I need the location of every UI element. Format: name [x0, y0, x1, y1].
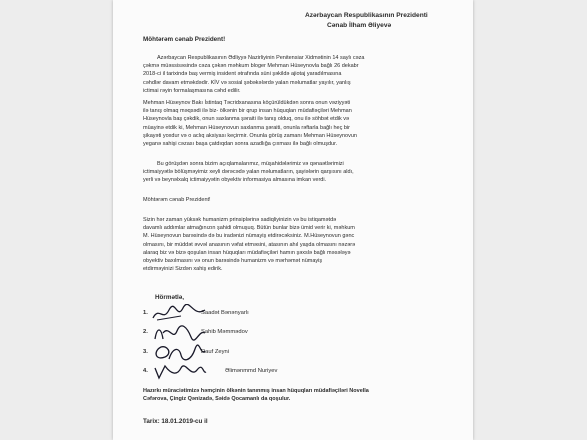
text-line: obyektiv baxılmasını və onun barəsində humanizm və mərhəmət nümayiş — [143, 258, 323, 265]
addressee-line-2: Cənab İlham Əliyevə — [327, 22, 392, 29]
text-line: Hazırkı müraciətimizə həmçinin ölkənin tanınmış insan hüquqları müdafiəçiləri Novella — [143, 388, 369, 394]
paragraph-1 — [143, 54, 455, 95]
handwritten-signature-4 — [151, 362, 207, 382]
salutation: Möhtərəm cənab Prezident! — [143, 36, 226, 43]
text-line: çəkmə müəssisəsində cəza çəkən məhkum bloger Mehman Hüseynovla bağlı 26 dekabr — [143, 63, 359, 70]
signatory-number: 3. — [143, 349, 148, 355]
text-line: davamlı addımlar atmağınızın şahidi olmuşuq. Bütün bunlar bizə ümid verir ki, məhkum — [143, 225, 355, 232]
paragraph-2 — [143, 99, 455, 148]
signatory-row — [143, 343, 403, 363]
text-line: yerli və beynəlxalq ictimaiyyətin obyektiv informasiya almasına imkan verdi. — [143, 177, 327, 184]
text-line: müayinə etdik ki, Mehman Hüseynovun saxlanma şəraiti, onunla rəftarla bağlı heç bir — [143, 124, 350, 131]
text-line: ilə tanış olmaq məqsədi ilə biz- ölkənin bir qrup insan hüquqları müdafiəçiləri Mehman — [143, 108, 352, 115]
signatory-name: Saadət Bənənyarlı — [201, 310, 249, 316]
text-line: alaraq biz və bizə qoşulan insan hüquqları müdafiəçiləri hamın şəxslə bağlı məsələyə — [143, 249, 351, 256]
signatory-row — [143, 362, 403, 382]
text-line: Möhtərəm cənab Prezident! — [143, 197, 211, 203]
text-line: Sizin hər zaman yüksək humanizm prinsiplərinə sadiqliyinizin və bu istiqamətdə — [143, 217, 337, 223]
signatory-name: Əlimənmmd Nuriyev — [225, 368, 278, 374]
text-line: Azərbaycan Respublikasının Ədliyyə Nazirliyinin Penitensiar Xidmətinin 14 saylı cəza — [157, 55, 365, 61]
letter-page — [113, 0, 473, 440]
text-line: Bu görüşdən sonra bizim açıqlamalarımız, müşahidələrimiz və qənaətlərimizi — [157, 161, 344, 167]
text-line: Cəfərova, Çingiz Qənizadə, Səidə Qocamanlı da qoşulur. — [143, 396, 291, 403]
text-line: ictimaiyyətlə bölüşməyimiz xeyli dərəcədə yalan məlumatların, şayiələrin qarşısını aldı, — [143, 169, 354, 176]
handwritten-signature-1 — [151, 304, 207, 324]
postscript — [143, 387, 455, 403]
signatory-number: 4. — [143, 368, 148, 374]
text-line: cəhdlər davam etməkdədir. KİV və sosial şəbəkələrdə yalan məlumatlar yayılır, yanlış — [143, 79, 351, 86]
text-line: Mehman Hüseynov Bakı İstintaq Təcridxanasına köçürüldükdən sonra onun vəziyyəti — [143, 100, 351, 106]
handwritten-signature-3 — [151, 343, 207, 363]
text-line: ictimai rəyin formalaşmasına cəhd edilir. — [143, 87, 241, 94]
paragraph-5 — [143, 216, 455, 273]
text-line: olmasını, bir müddət əvvəl anasının vəfat etməsini, atasının ahıl yaşda olmasını nəzərə — [143, 241, 356, 248]
text-line: 2018-ci il tarixində baş vermiş insident ətrafında süni şəkildə ajiotaj yaradılmasına — [143, 71, 342, 78]
signatory-name: Rauf Zeyni — [201, 349, 230, 355]
paragraph-4 — [143, 196, 455, 204]
signatory-number: 1. — [143, 310, 148, 316]
paragraph-3 — [143, 160, 455, 185]
signatory-row — [143, 323, 403, 343]
text-line: M. Hüseynovun barəsində də bu iradənizi nümayiş etdirəcəksiniz. M.Hüseynovun gənc — [143, 233, 355, 240]
handwritten-signature-2 — [151, 323, 207, 343]
signatory-number: 2. — [143, 329, 148, 335]
text-line: yeganə xahişi cəzası başa çatdıqdan sonra azadlığa çıxması ilə bağlı olmuşdur. — [143, 141, 338, 148]
date: Tarix: 18.01.2019-cu il — [143, 418, 208, 425]
signatory-row — [143, 304, 403, 324]
addressee-line-1: Azərbaycan Respublikasının Prezidenti — [305, 12, 428, 19]
text-line: etdirməyinizi Sizdən xahiş edirik. — [143, 266, 223, 273]
text-line: Hüseynovla baş çəkdik, onun saxlanma şəraiti ilə tanış olduq, onu ilə söhbət etdik və — [143, 116, 350, 123]
text-line: şikayəti yoxdur və o aclıq aksiyası keçirmir. Onunla görüş zamanı Mehman Hüseynovun — [143, 132, 357, 139]
signatory-name: Sahib Məmmədov — [201, 329, 248, 335]
closing: Hörmətlə, — [155, 294, 185, 301]
